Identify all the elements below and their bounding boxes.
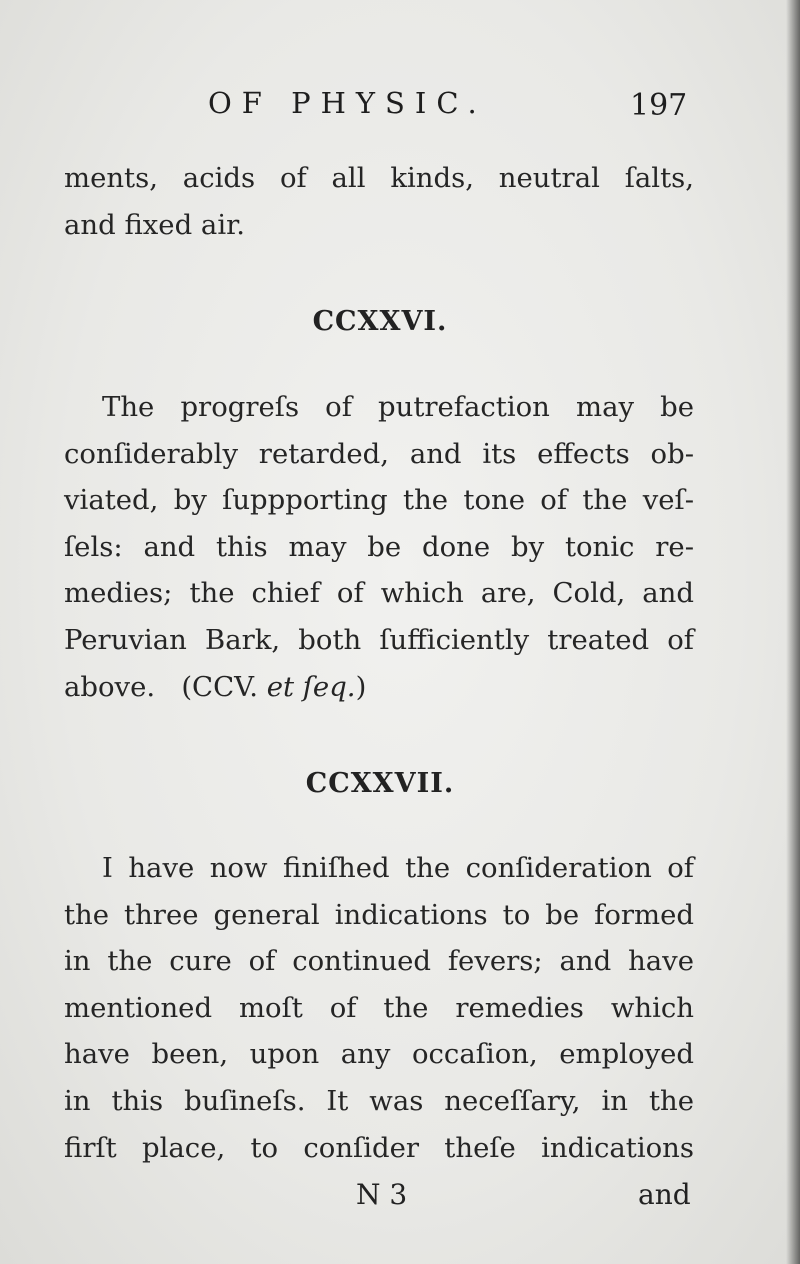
section-heading-ccxxvii: CCXXVII. [305,768,455,799]
text-line: ſels: and this may be done by tonic re- [64,530,694,563]
text-line: in this buſineſs. It was neceſſary, in the [64,1084,694,1117]
page-number: 197 [630,88,688,123]
text-line: the three general indications to be formed [64,898,694,931]
text-line: in the cure of continued fevers; and have [64,945,694,978]
text-line: The progreſs of putrefaction may be [102,391,694,423]
paragraph-ccxxvii [64,845,694,1171]
text-line: viated, by ſuppporting the tone of the veſ- [64,484,694,517]
catchword: and [638,1178,691,1211]
continued-paragraph [64,155,694,248]
text-line: conſiderably retarded, and its effects ob- [64,437,694,470]
text-line-last [64,664,694,711]
text-line: ments, acids of all kinds, neutral ſalts, [64,162,694,194]
text-segment: ) [355,670,367,703]
italic-reference: et ſeq. [266,670,356,703]
text-line: and fixed air. [64,208,245,241]
text-line: Peruvian Bark, both ſufficiently treated of [64,623,694,656]
text-line: have been, upon any occaſion, employed [64,1038,694,1071]
running-head: OF PHYSIC. [208,86,487,120]
text-line: I have now finiſhed the conſideration of [102,852,694,884]
text-line: firſt place, to conſider theſe indications [64,1131,694,1164]
text-line: mentioned moſt of the remedies which [64,991,694,1024]
section-heading-ccxxvi: CCXXVI. [312,306,448,337]
signature-mark: N 3 [356,1178,408,1211]
paragraph-ccxxvi [64,384,694,710]
page-edge-shadow [786,0,800,1264]
text-line: medies; the chief of which are, Cold, and [64,577,694,610]
text-segment: above. (CCV. [64,670,258,703]
